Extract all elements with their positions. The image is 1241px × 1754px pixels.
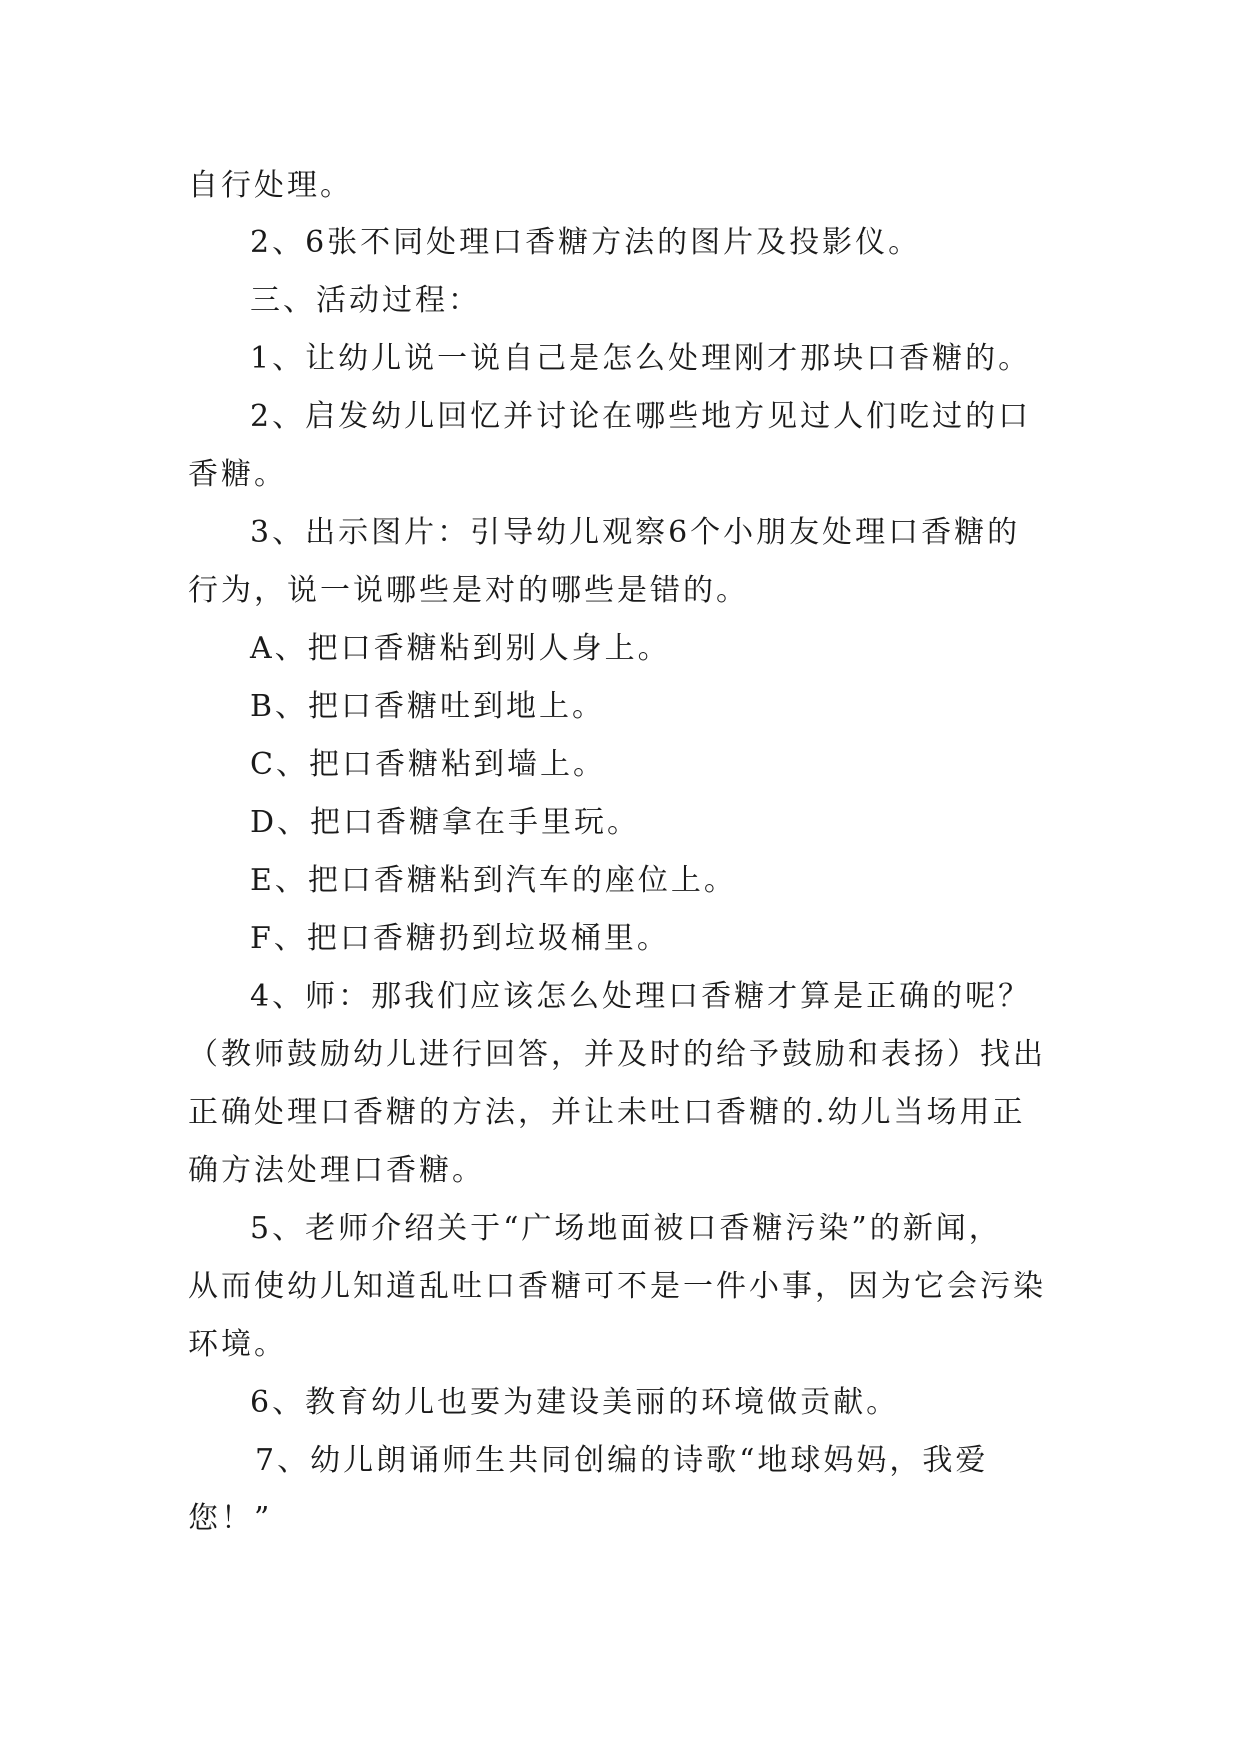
list-item: E、把口香糖粘到汽车的座位上。 [250, 863, 737, 898]
list-item: B、把口香糖吐到地上。 [250, 689, 606, 724]
text-line: 香糖。 [188, 457, 287, 492]
text-line: 6、教育幼儿也要为建设美丽的环境做贡献。 [250, 1385, 900, 1420]
text-line: 环境。 [188, 1327, 287, 1362]
text-line: 7、幼儿朗诵师生共同创编的诗歌“地球妈妈，我爱 [255, 1443, 989, 1478]
text-line: 4、师：那我们应该怎么处理口香糖才算是正确的呢？ [250, 979, 1032, 1014]
text-line: 确方法处理口香糖。 [188, 1153, 485, 1188]
list-item: D、把口香糖拿在手里玩。 [250, 805, 641, 840]
text-line: 您！” [188, 1501, 273, 1536]
text-line: 正确处理口香糖的方法，并让未吐口香糖的.幼儿当场用正 [188, 1095, 1026, 1130]
list-item: C、把口香糖粘到墙上。 [250, 747, 606, 782]
list-item: A、把口香糖粘到别人身上。 [250, 631, 671, 666]
text-line: 1、让幼儿说一说自己是怎么处理刚才那块口香糖的。 [250, 341, 1032, 376]
section-heading: 三、活动过程： [250, 283, 481, 318]
text-line: 自行处理。 [188, 168, 353, 203]
text-line: 3、出示图片：引导幼儿观察6个小朋友处理口香糖的 [250, 515, 1021, 550]
text-line: 2、启发幼儿回忆并讨论在哪些地方见过人们吃过的口 [250, 399, 1032, 434]
text-line: 2、6张不同处理口香糖方法的图片及投影仪。 [250, 225, 922, 260]
text-line: 从而使幼儿知道乱吐口香糖可不是一件小事，因为它会污染 [188, 1269, 1046, 1304]
text-line: 行为，说一说哪些是对的哪些是错的。 [188, 573, 749, 608]
text-line: 5、老师介绍关于“广场地面被口香糖污染”的新闻， [250, 1211, 1002, 1246]
list-item: F、把口香糖扔到垃圾桶里。 [250, 921, 670, 956]
text-line: （教师鼓励幼儿进行回答，并及时的给予鼓励和表扬）找出 [188, 1037, 1046, 1072]
